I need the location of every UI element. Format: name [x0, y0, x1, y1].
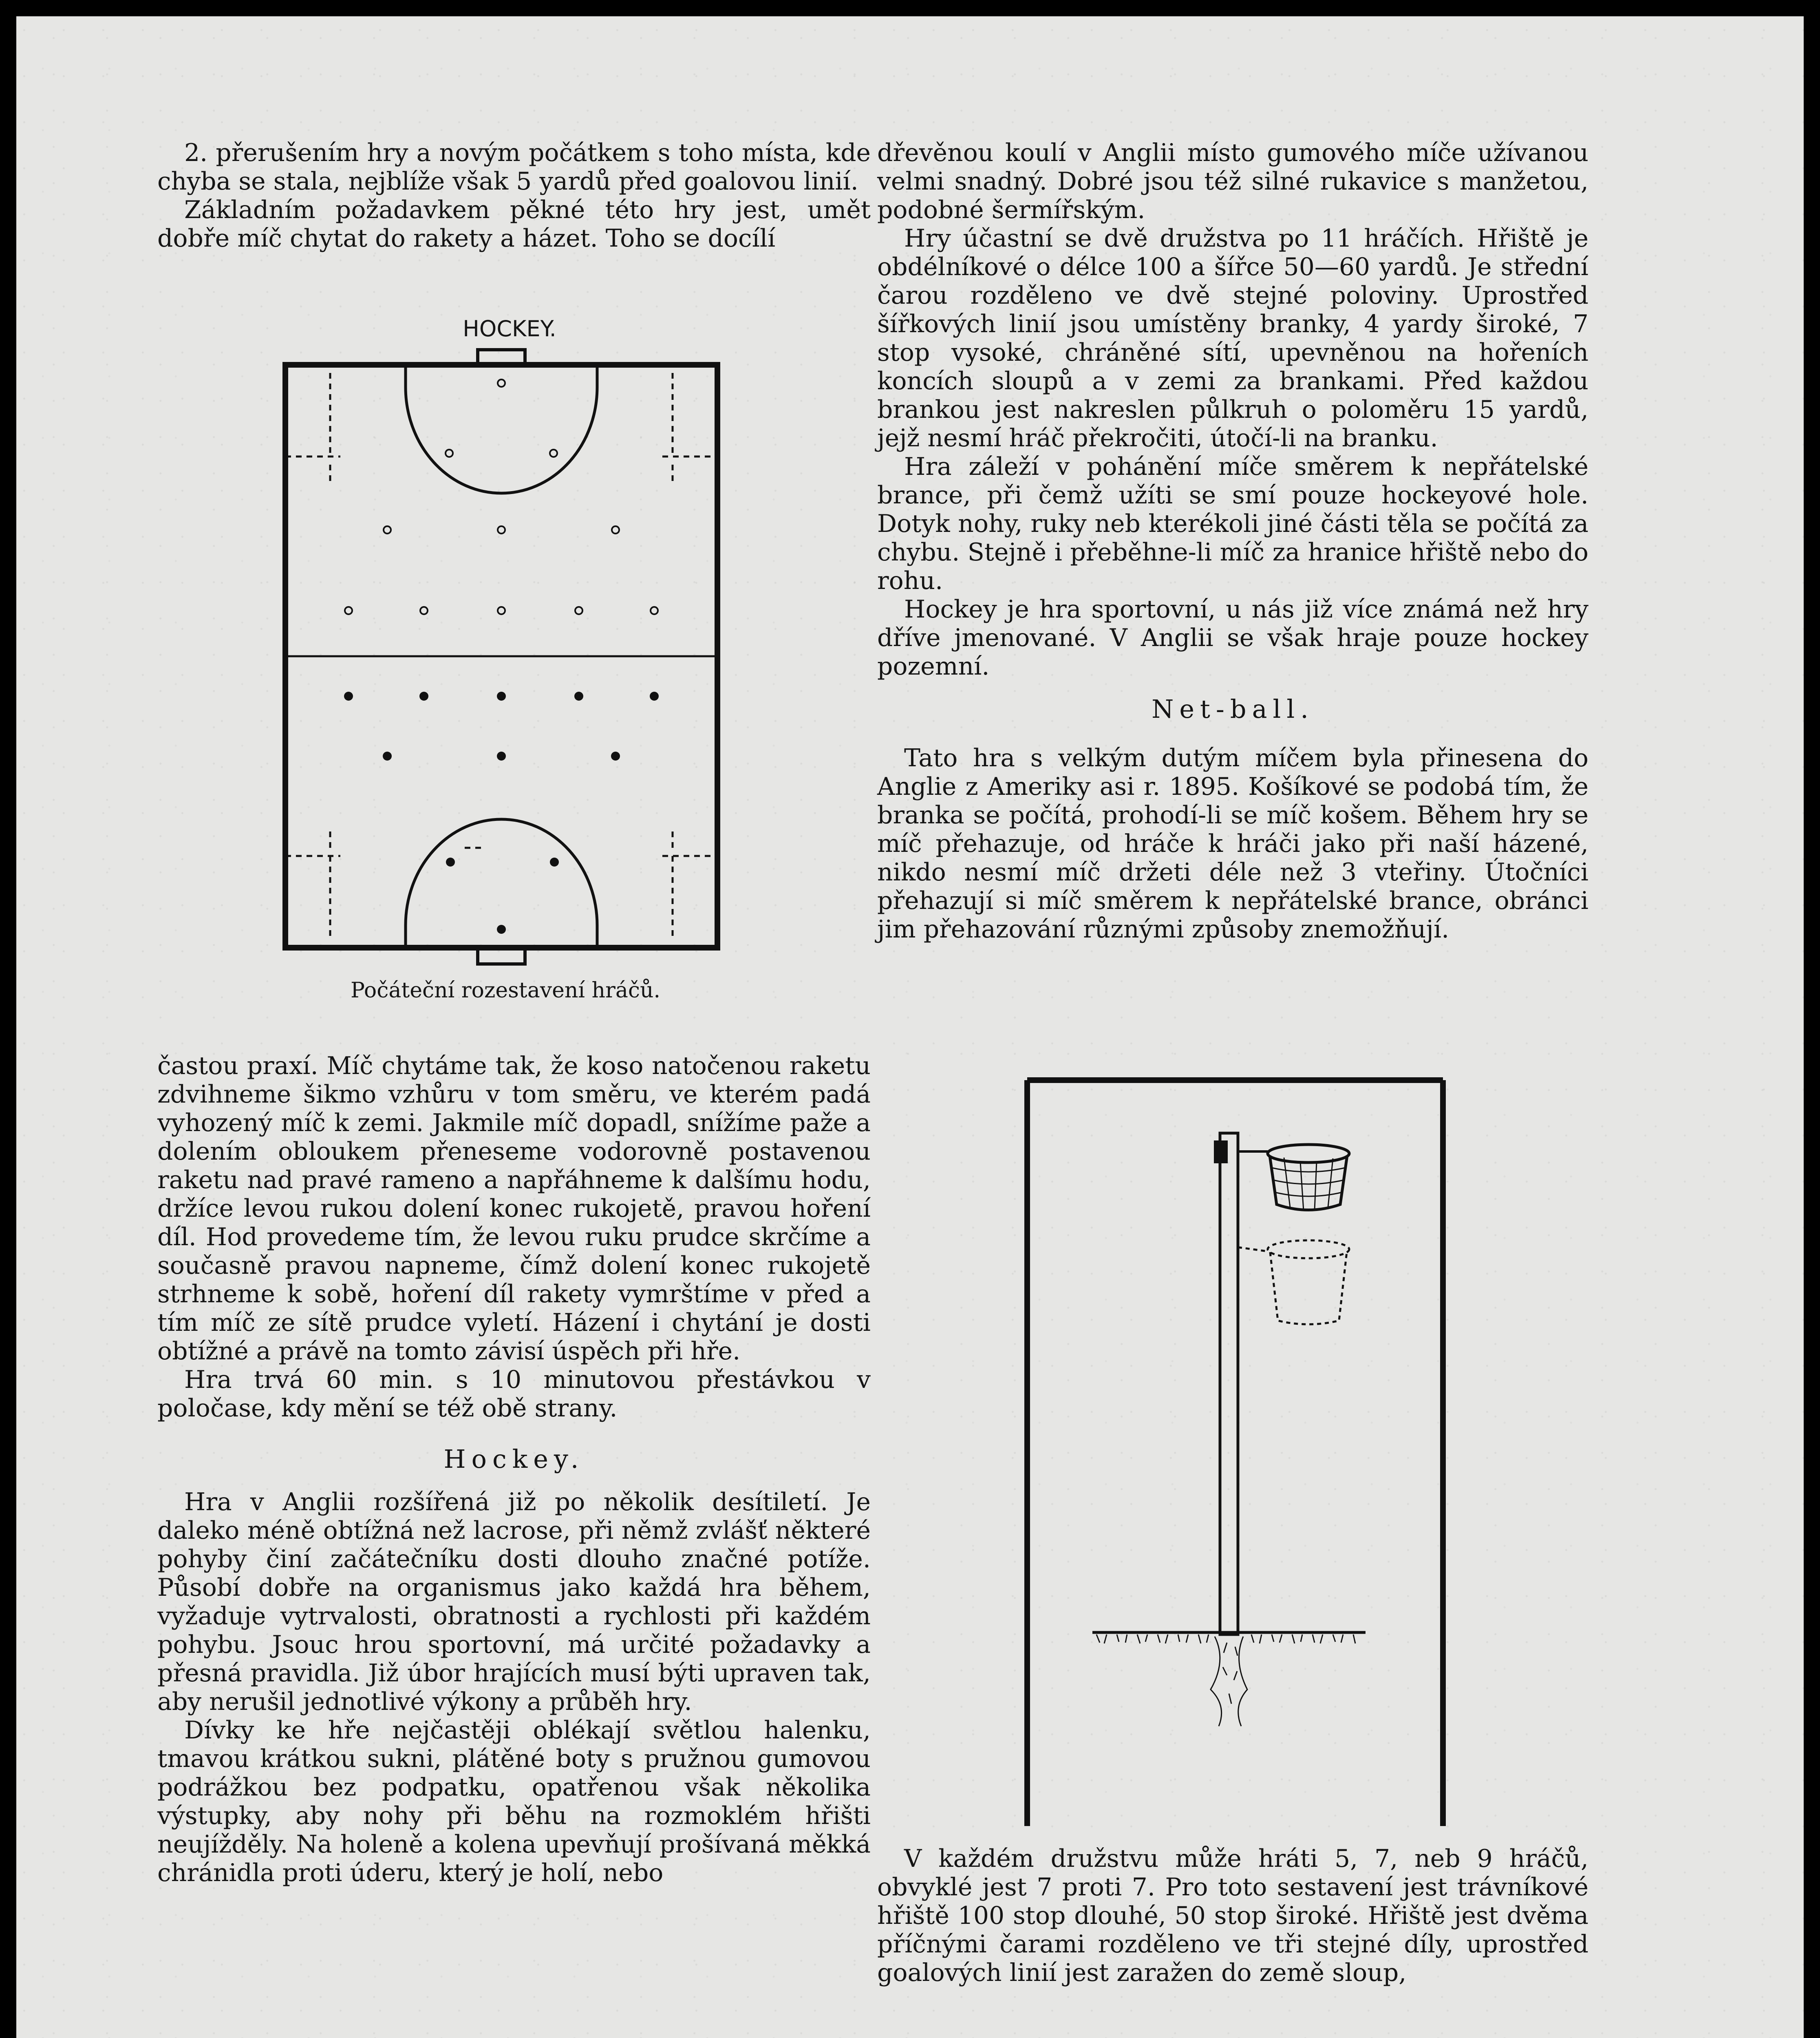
paragraph: Dívky ke hře nejčastěji oblékají světlou halenku, tmavou krátkou sukni, plátěné boty s pružnou gumovou podrážkou bez podpatku, opatřenou však několika výstupky, aby nohy při běhu na rozmoklém hřišti neujížděly. Na holeně a kolena upevňují prošívaná měkká chránidla proti úderu, který je holí, nebo — [157, 1716, 871, 1887]
paragraph: častou praxí. Míč chytáme tak, že koso natočenou raketu zdvihneme šikmo vzhůru v tom směru, ve kterém padá vyhozený míč k zemi. Jakmile míč dopadl, snížíme paže a dolením obloukem přeneseme vodorovně postavenou raketu nad pravé rameno a napřáhneme k dalšímu hodu, držíce levou rukou dolení konec rukojetě, pravou hoření díl. Hod provedeme tím, že levou ruku prudce skrčíme a současně pravou napneme, čímž dolení konec rukojetě strhneme k sobě, hoření díl rakety vymrštíme v před a tím míč ze sítě prudce vyletí. Házení i chytání je dosti obtížné a právě na tomto závisí úspěch při hře. — [157, 1052, 871, 1365]
player-filled — [650, 692, 659, 701]
player-open — [550, 450, 557, 457]
lower-basket-body — [1270, 1252, 1347, 1324]
paragraph: Hockey je hra sportovní, u nás již více známá než hry dříve jmenované. V Anglii se však hraje pouze hockey pozemní. — [877, 595, 1588, 681]
paragraph: Tato hra s velkým dutým míčem byla přinesena do Anglie z Ameriky asi r. 1895. Košíkové se podobá tím, že branka se počítá, prohodí-li se míč košem. Během hry se míč přehazuje, od hráče k hráči jako při naší házené, nikdo nesmí míč držeti déle než 3 vteřiny. Útočníci přehazují si míč směrem k nepřátelské brance, obránci jim přehazování různými způsoby znemožňují. — [877, 744, 1588, 944]
player-filled — [497, 752, 506, 761]
player-filled — [497, 692, 506, 701]
basket-rim — [1268, 1145, 1349, 1162]
section-heading-hockey: Hockey. — [443, 1444, 585, 1474]
pole — [1220, 1133, 1238, 1634]
player-filled — [344, 692, 353, 701]
player-open — [498, 607, 505, 614]
section-heading-netball: Net-ball. — [1152, 694, 1314, 724]
hockey-figure-title: HOCKEY. — [463, 316, 556, 342]
hockey-field-diagram — [269, 342, 738, 990]
player-open — [384, 526, 391, 534]
paragraph: dřevěnou koulí v Anglii místo gumového míče užívanou velmi snadný. Dobré jsou též silné rukavice s manžetou, podobné šermířským. — [877, 139, 1588, 224]
netball-post-illustration — [1023, 1064, 1447, 1826]
player-filled — [574, 692, 583, 701]
right-column-bottom — [877, 1844, 1588, 1987]
player-open — [651, 607, 658, 614]
player-filled — [419, 692, 428, 701]
pole-cap — [1215, 1141, 1227, 1162]
player-filled — [497, 925, 506, 934]
player-open — [345, 607, 352, 614]
player-filled — [611, 752, 620, 761]
paragraph: Hra záleží v pohánění míče směrem k nepřátelské brance, při čemž užíti se smí pouze hockeyové hole. Dotyk nohy, ruky neb kterékoli jiné části těla se počítá za chybu. Stejně i přeběhne-li míč za hranice hřiště nebo do rohu. — [877, 452, 1588, 595]
player-open — [612, 526, 619, 534]
right-column-top — [877, 139, 1588, 944]
paragraph: Hry účastní se dvě družstva po 11 hráčích. Hřiště je obdélníkové o délce 100 a šířce 50—60 yardů. Je střední čarou rozděleno ve dvě stejné poloviny. Uprostřed šířkových linií jsou umístěny branky, 4 yardy široké, 7 stop vysoké, chráněné sítí, upevněnou na hořeních koncích sloupů a v zemi za brankami. Před každou brankou jest nakreslen půlkruh o poloměru 15 yardů, jejž nesmí hráč překročiti, útočí-li na branku. — [877, 224, 1588, 452]
player-filled — [383, 752, 392, 761]
paragraph: Hra v Anglii rozšířená již po několik desítiletí. Je daleko méně obtížná než lacrose, při němž zvlášť některé pohyby činí začátečníku dosti dlouho značné potíže. Působí dobře na organismus jako každá hra během, vyžaduje vytrvalosti, obratnosti a rychlosti při každém pohybu. Jsouc hrou sportovní, má určité požadavky a přesná pravidla. Již úbor hrajících musí býti upraven tak, aby nerušil jednotlivé výkony a průběh hry. — [157, 1488, 871, 1716]
player-open — [498, 379, 505, 387]
lower-basket-rim — [1268, 1240, 1349, 1258]
left-column-bottom — [157, 1052, 871, 1887]
left-column-top — [157, 139, 871, 253]
scanned-page — [16, 16, 1804, 2038]
paragraph: 2. přerušením hry a novým počátkem s toho místa, kde chyba se stala, nejblíže však 5 yardů před goalovou linií. — [157, 139, 871, 196]
player-filled — [550, 858, 559, 867]
player-open — [498, 526, 505, 534]
paragraph: Hra trvá 60 min. s 10 minutovou přestávkou v poločase, kdy mění se též obě strany. — [157, 1365, 871, 1423]
paragraph: V každém družstvu může hráti 5, 7, neb 9 hráčů, obvyklé jest 7 proti 7. Pro toto sestavení jest trávníkové hřiště 100 stop dlouhé, 50 stop široké. Hřiště jest dvěma příčnými čarami rozděleno ve tři stejné díly, uprostřed goalových linií jest zaražen do země sloup, — [877, 1844, 1588, 1987]
paragraph: Základním požadavkem pěkné této hry jest, umět dobře míč chytat do rakety a házet. Toho se docílí — [157, 196, 871, 253]
player-open — [420, 607, 428, 614]
figure-frame — [1027, 1080, 1443, 1826]
player-open — [446, 450, 453, 457]
player-open — [575, 607, 582, 614]
player-filled — [446, 858, 455, 867]
hockey-figure-caption: Počáteční rozestavení hráčů. — [351, 978, 660, 1003]
